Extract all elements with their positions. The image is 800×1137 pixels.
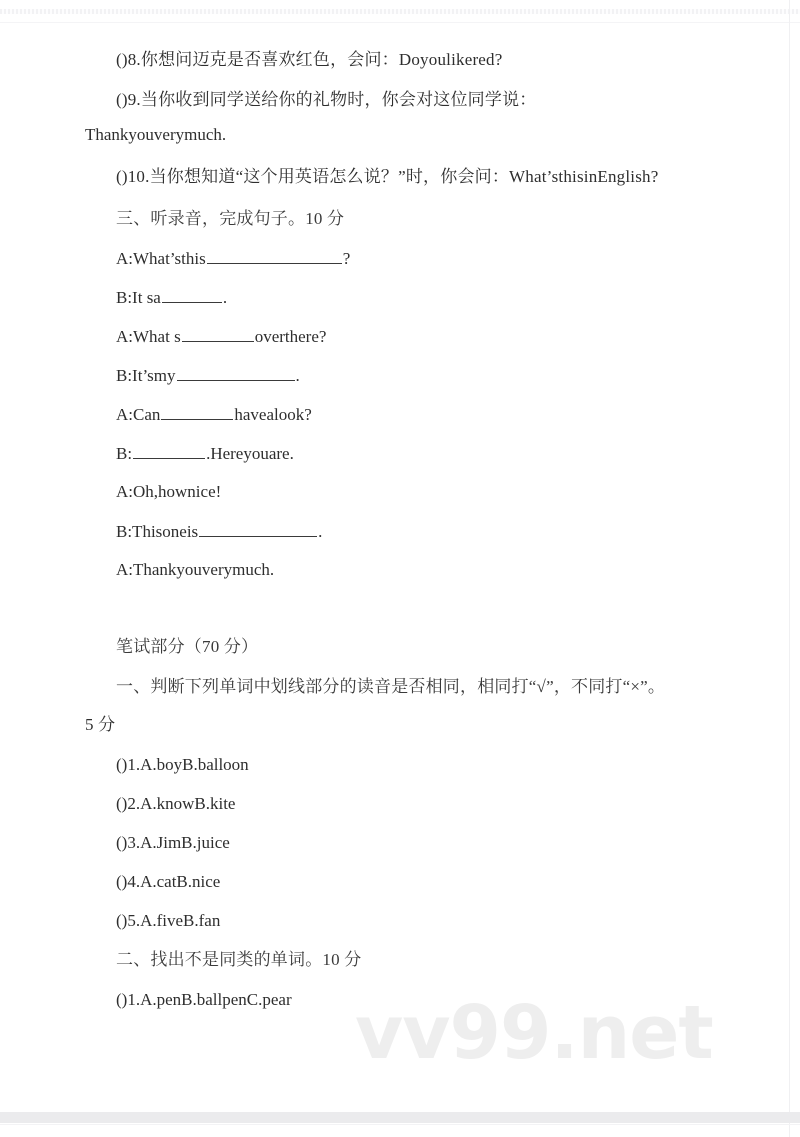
dialogue-line-5 [116, 404, 312, 425]
written-section-one-item-3: ()3.A.JimB.juice [116, 833, 230, 852]
written-part-title: 笔试部分（70 分） [116, 637, 259, 656]
dialogue-line-4-pre: B:It’smy [116, 366, 176, 385]
dialogue-line-1-post: ? [342, 249, 351, 268]
dialogue-line-6-blank[interactable] [133, 443, 205, 459]
dialogue-line-5-blank[interactable] [161, 404, 233, 420]
dialogue-line-6-pre: B: [116, 444, 133, 463]
dialogue-line-3-blank[interactable] [182, 326, 254, 342]
written-section-one-item-5: ()5.A.fiveB.fan [116, 911, 221, 930]
scan-line-top [0, 22, 800, 23]
scan-line-bottom [0, 1124, 800, 1125]
dialogue-line-8-post: . [318, 522, 323, 541]
dialogue-line-8-pre: B:Thisoneis [116, 522, 199, 541]
dialogue-line-8-blank[interactable] [199, 521, 317, 537]
dialogue-line-2-blank[interactable] [162, 287, 222, 303]
dialogue-line-6-post: .Hereyouare. [206, 444, 294, 463]
dialogue-line-9-pre: A:Thankyouverymuch. [116, 560, 275, 579]
scan-artifact-bottom [0, 1112, 800, 1123]
dialogue-line-4 [116, 365, 300, 386]
dialogue-line-9 [116, 560, 274, 580]
written-section-one-score: 5 分 [85, 715, 116, 734]
listening-item-9: ()9.当你收到同学送给你的礼物时，你会对这位同学说： [116, 90, 537, 109]
section-three-title: 三、听录音，完成句子。10 分 [116, 209, 345, 228]
dialogue-line-1-pre: A:What’sthis [116, 249, 206, 268]
dialogue-line-3-pre: A:What s [116, 327, 181, 346]
dialogue-line-5-pre: A:Can [116, 405, 161, 424]
scan-artifact-top [0, 9, 800, 14]
written-section-one-item-2: ()2.A.knowB.kite [116, 794, 236, 813]
dialogue-line-4-blank[interactable] [177, 365, 295, 381]
dialogue-line-1-blank[interactable] [207, 248, 342, 264]
dialogue-line-2 [116, 287, 227, 308]
dialogue-line-4-post: . [295, 366, 300, 385]
written-section-one-title: 一、判断下列单词中划线部分的读音是否相同，相同打“√”，不同打“×”。 [116, 677, 666, 696]
listening-item-9-continuation: Thankyouverymuch. [85, 125, 227, 144]
dialogue-line-2-post: . [222, 288, 228, 307]
written-section-one-item-1: ()1.A.boyB.balloon [116, 755, 249, 774]
dialogue-line-3-post: overthere? [254, 327, 327, 346]
dialogue-line-5-post: havealook? [234, 405, 312, 424]
dialogue-line-3 [116, 326, 326, 347]
dialogue-line-7-pre: A:Oh,hownice! [116, 482, 222, 501]
written-section-two-item-1: ()1.A.penB.ballpenC.pear [116, 990, 292, 1009]
dialogue-line-8 [116, 521, 322, 542]
dialogue-line-7 [116, 482, 221, 502]
written-section-two-title: 二、找出不是同类的单词。10 分 [116, 950, 362, 969]
watermark-text: vv99.net [355, 990, 713, 1076]
dialogue-line-1 [116, 248, 350, 269]
written-section-one-item-4: ()4.A.catB.nice [116, 872, 221, 891]
page-edge-right [789, 0, 790, 1137]
dialogue-line-2-pre: B:It sa [116, 288, 161, 307]
listening-item-10: ()10.当你想知道“这个用英语怎么说？”时，你会问：What’sthisinEnglish? [116, 167, 659, 186]
listening-item-8: ()8.你想问迈克是否喜欢红色，会问：Doyoulikered? [116, 50, 503, 69]
dialogue-line-6 [116, 443, 294, 464]
